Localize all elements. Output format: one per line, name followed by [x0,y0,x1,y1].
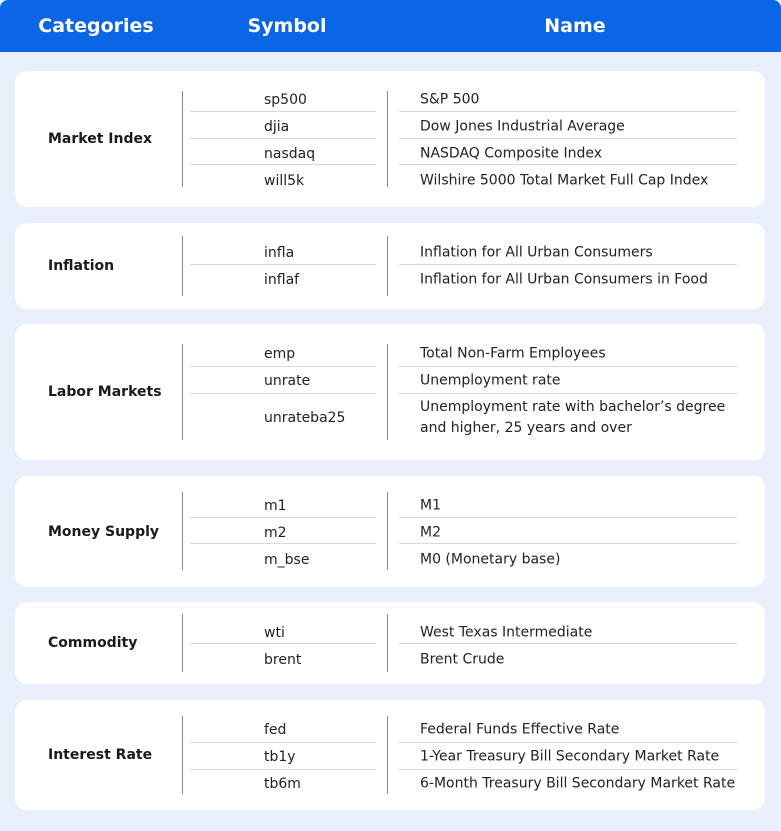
symbol-cell: emp [264,345,296,362]
table-row [15,396,765,440]
name-cell: Inflation for All Urban Consumers [420,244,653,260]
row-divider [399,517,737,518]
header-symbol: Symbol [247,15,327,37]
row-divider [399,643,737,644]
row-divider [399,264,737,265]
table-row [15,115,765,138]
row-divider [190,366,376,367]
name-cell: 1-Year Treasury Bill Secondary Market Rate [420,748,720,764]
symbol-cell: tb6m [264,775,301,792]
group-commodity [15,602,765,684]
row-divider [190,643,376,644]
symbol-cell: fed [264,721,287,738]
row-divider [399,769,737,770]
table-row [15,718,765,741]
group-market-index [15,71,765,207]
row-divider [190,393,376,394]
table-row [15,648,765,671]
header-categories: Categories [38,15,154,37]
symbol-cell: wti [264,624,285,641]
row-divider [399,393,737,394]
name-cell: Wilshire 5000 Total Market Full Cap Index [420,172,709,188]
table-row [15,142,765,165]
symbol-cell: djia [264,118,290,135]
symbol-cell: inflaf [264,271,300,288]
group-inflation [15,223,765,309]
name-cell: Brent Crude [420,651,505,667]
row-divider [399,742,737,743]
table-row [15,268,765,291]
table-header [0,0,781,52]
category-label: Commodity [48,635,138,651]
table-row [15,88,765,111]
row-divider [190,264,376,265]
category-label: Money Supply [48,523,160,540]
row-divider [399,111,737,112]
group-money-supply [15,476,765,587]
header-name: Name [544,15,606,37]
symbol-cell: nasdaq [264,145,316,162]
symbol-cell: m2 [264,524,287,541]
category-label: Interest Rate [48,747,153,763]
name-cell: Inflation for All Urban Consumers in Food [420,271,708,287]
symbol-cell: tb1y [264,748,296,765]
table-row [15,369,765,392]
symbol-cell: m1 [264,497,287,514]
symbol-cell: sp500 [264,91,307,108]
name-cell: M0 (Monetary base) [420,551,561,567]
table-row [15,342,765,365]
symbol-cell: m_bse [264,551,310,568]
row-divider [399,138,737,139]
name-cell: West Texas Intermediate [420,624,593,640]
row-divider [399,543,737,544]
row-divider [190,164,376,165]
name-cell: NASDAQ Composite Index [420,145,602,161]
table-row [15,494,765,517]
name-cell: Unemployment rate with bachelor’s degree and higher, 25 years and over [420,399,726,436]
row-divider [190,517,376,518]
category-label: Market Index [48,131,153,147]
group-interest-rate [15,700,765,810]
category-label: Inflation [48,258,115,274]
symbol-cell: will5k [264,172,305,189]
name-cell: Federal Funds Effective Rate [420,721,620,737]
name-cell: Unemployment rate [420,372,561,388]
table-row [15,621,765,644]
row-divider [399,164,737,165]
row-divider [399,366,737,367]
table-row [15,548,765,571]
symbol-cell: brent [264,651,302,668]
symbol-cell: unrateba25 [264,410,346,426]
table-row [15,772,765,795]
group-labor-markets [15,324,765,460]
name-cell: 6-Month Treasury Bill Secondary Market Rate [420,775,736,791]
table-row [15,745,765,768]
table-row [15,169,765,192]
row-divider [190,138,376,139]
symbol-cell: infla [264,244,295,261]
row-divider [190,111,376,112]
row-divider [190,543,376,544]
category-label: Labor Markets [48,384,162,400]
name-cell: M1 [420,497,441,513]
row-divider [190,742,376,743]
row-divider [190,769,376,770]
name-cell: Total Non-Farm Employees [420,345,606,361]
name-cell: M2 [420,524,441,540]
name-cell: Dow Jones Industrial Average [420,118,625,134]
table-row [15,241,765,264]
symbol-cell: unrate [264,372,311,389]
name-cell: S&P 500 [420,91,480,107]
table-row [15,521,765,544]
